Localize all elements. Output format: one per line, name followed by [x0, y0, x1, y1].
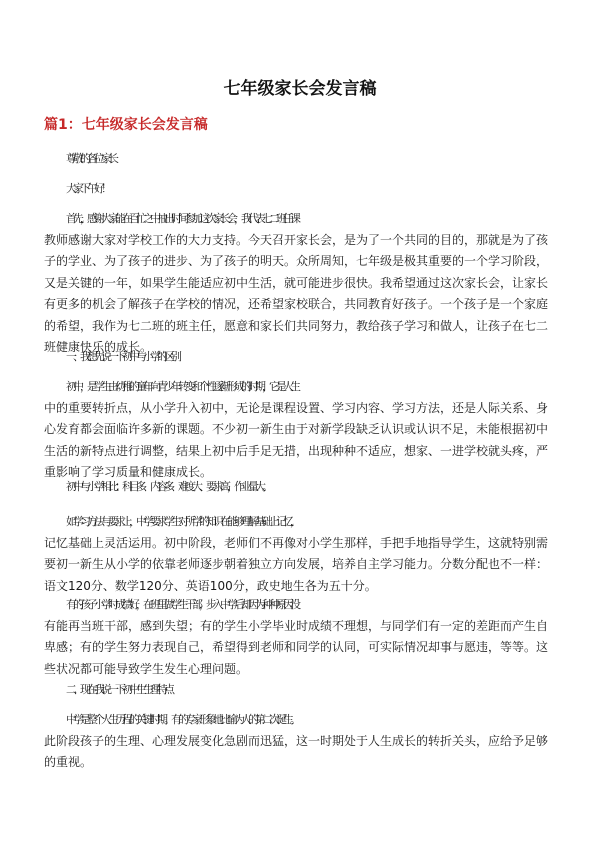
heading-one-paragraph	[44, 346, 560, 368]
paragraph-line: 重影响了学习质量和健康成长。	[44, 465, 213, 479]
para-three	[44, 594, 560, 680]
greeting-paragraph	[44, 148, 560, 170]
subsection-heading: 二、现在我说一下初中生生理特点	[66, 683, 171, 696]
paragraph-line: 生活的新特点进行调整，结果上初中后手足无措，出现种种不适应，想家、一进学校就头疼，严	[44, 443, 549, 458]
paragraph-line: 心发育都会面临许多新的课题。不少初一新生由于对新学段缺乏认识或认识不足，未能根据初中	[44, 422, 549, 436]
paragraph-line: 如学习方法与要求上，中学要求学生对所学的知识在能够理解基础上记忆，	[66, 515, 297, 528]
paragraph-line: 要初一新生从小学的依靠老师逐步朝着独立方向发展，培养自主学习能力。分数分配也不一样：	[44, 557, 549, 571]
paragraph-line: 教师感谢大家对学校工作的大力支持。今天召开家长会，是为了一个共同的目的，那就是为了孩	[44, 232, 549, 247]
heading-two-paragraph	[44, 679, 560, 701]
paragraph-line: 班健康快乐的成长。	[44, 340, 153, 354]
intro-paragraph	[44, 208, 560, 359]
section-heading: 篇1：七年级家长会发言稿	[44, 117, 208, 133]
greeting-line: 尊敬的各位家长	[66, 152, 115, 165]
document-title: 七年级家长会发言稿	[223, 79, 377, 99]
paragraph-line: 语文120分、数学120分、英语100分，政史地生各为五十分。	[44, 578, 377, 593]
paragraph-line: 有能再当班干部，感到失望；有的学生小学毕业时成绩不理想，与同学们有一定的差距而产生自	[44, 618, 549, 633]
subsection-heading: 一、我想先说一下初中与小学的区别	[66, 350, 178, 363]
para-one	[44, 376, 560, 484]
paragraph-line: 此阶段孩子的生理、心理发展变化急剧而迅猛，这一时期处于人生成长的转折关头，应给予足够	[44, 733, 549, 748]
salutation-line: 大家下午好！	[66, 182, 108, 195]
paragraph-line: 的重视。	[44, 755, 93, 769]
para-two	[44, 511, 560, 597]
paragraph-line: 中学是整个人生历程的关键时期。有的专家形象地比喻为人的第二次诞生。	[66, 713, 297, 726]
paragraph-line: 记忆基础上灵活运用。初中阶段，老师们不再像对小学生那样，手把手地指导学生，这就特别需	[44, 535, 549, 550]
salutation-paragraph	[44, 178, 560, 200]
paragraph-line: 有的孩子小学时成绩好，在班里做学生干部，步入中学后却因为种种原因没	[66, 598, 297, 611]
comparison-line: 初中与小学相比：科目多、内容多、难度大、要求高，作业量大。	[66, 480, 269, 493]
paragraph-line: 又是关键的一年，如果学生能适应初中生活，就可能进步很快。我希望通过这次家长会，让家长	[44, 275, 549, 290]
paragraph-line: 首先，感谢大家能在百忙之中抽出时间参加这次家长会，我代表七二班任课	[66, 212, 297, 225]
comparison-paragraph	[44, 476, 560, 498]
paragraph-line: 些状况都可能导致学生发生心理问题。	[44, 661, 249, 676]
paragraph-line: 初中，是学生由幼稚的童年向青少年转变和个性逐渐形成的时期，它是人生	[66, 380, 297, 393]
paragraph-line: 子的学业、为了孩子的进步、为了孩子的明天。众所周知，七年级是极其重要的一个学习阶段，	[44, 254, 549, 268]
paragraph-line: 有更多的机会了解孩子在学校的情况，还希望家校联合，共同教育好孩子。一个孩子是一个家庭	[44, 297, 549, 311]
paragraph-line: 中的重要转折点，从小学升入初中，无论是课程设置、学习内容、学习方法，还是人际关系、身	[44, 400, 549, 415]
paragraph-line: 的希望，我作为七二班的班主任，愿意和家长们共同努力，教给孩子学习和做人，让孩子在七二	[44, 318, 549, 333]
paragraph-line: 卑感；有的学生努力表现自己，希望得到老师和同学的认同，可实际情况却事与愿违，等等。这	[44, 640, 549, 654]
para-four	[44, 709, 560, 774]
